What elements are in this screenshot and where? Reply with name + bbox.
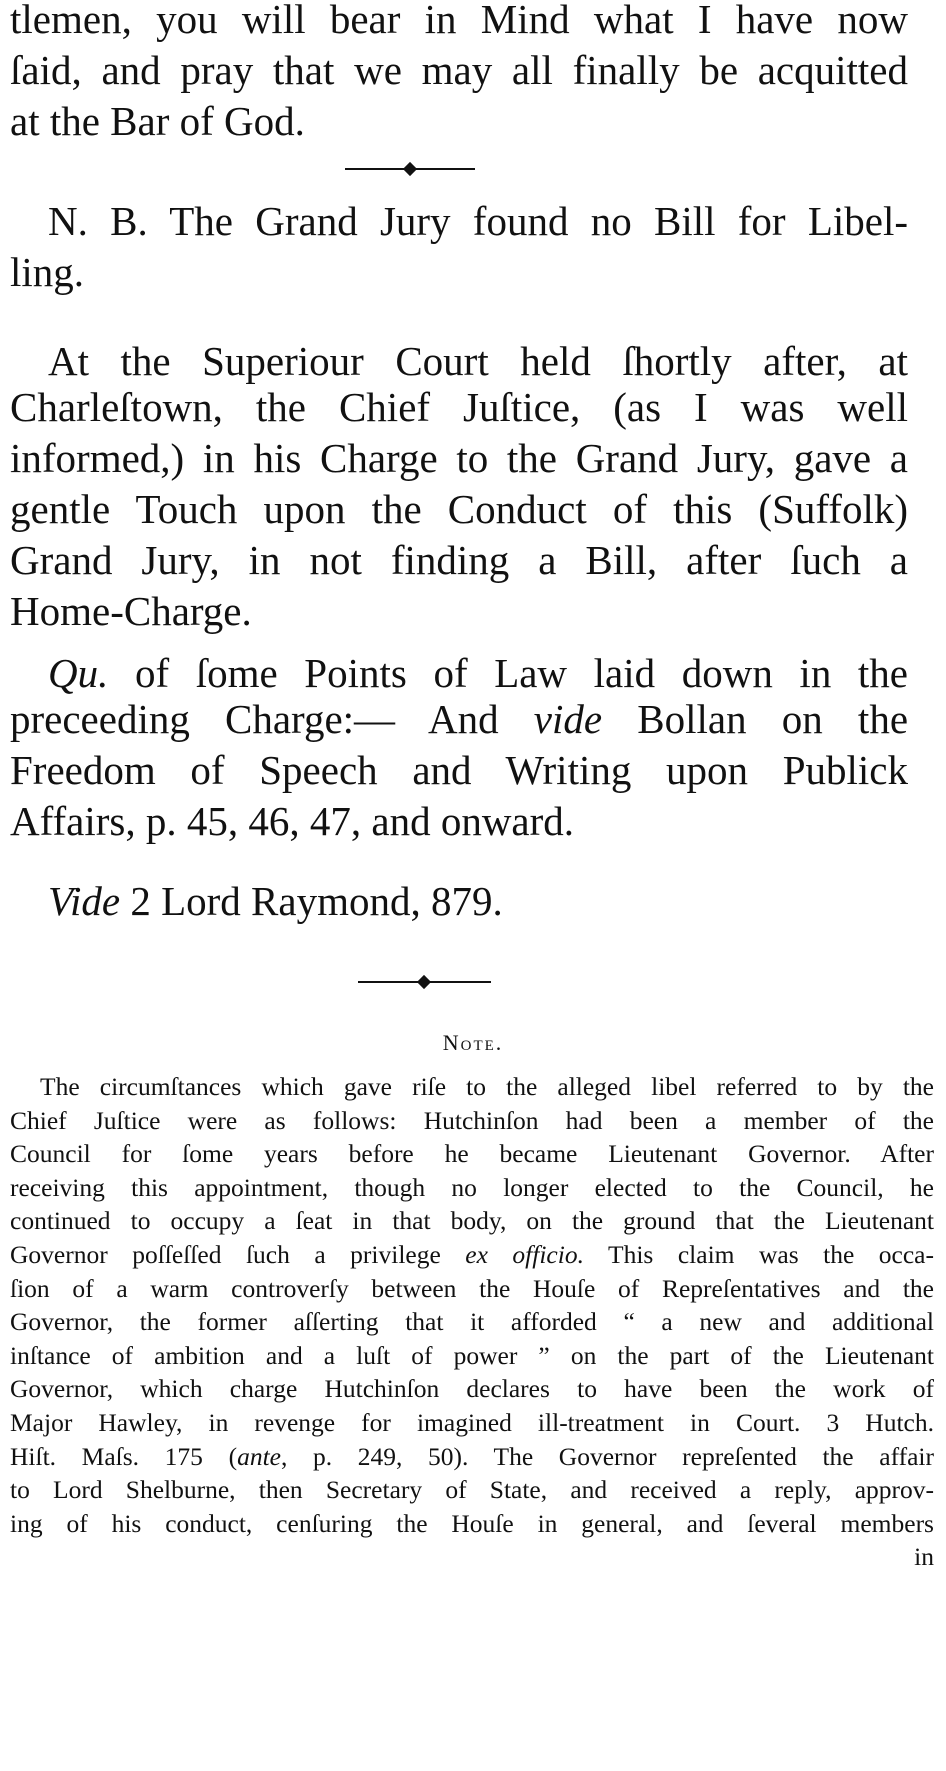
vide-word: vide <box>533 696 603 742</box>
text-line: Charleſtown, the Chief Juſtice, (as I was well <box>10 384 908 430</box>
catchword: in <box>914 1542 934 1572</box>
text-line: gentle Touch upon the Conduct of this (Suffolk) <box>10 486 908 532</box>
text-span: 2 Lord Raymond, 879. <box>130 878 503 924</box>
text-line: ſaid, and pray that we may all finally be acquitted <box>10 47 908 93</box>
text-span: This claim was the occa- <box>608 1239 934 1269</box>
text-line: Affairs, p. 45, 46, 47, and onward. <box>10 798 575 844</box>
text-line: Grand Jury, in not finding a Bill, after ſuch a <box>10 537 908 583</box>
text-line <box>10 694 908 745</box>
text-line: ing of his conduct, cenſuring the Houſe in general, and ſeveral members <box>10 1508 934 1538</box>
text-line: continued to occupy a ſeat in that body, on the ground that the Lieutenant <box>10 1206 934 1236</box>
text-line: At the Superiour Court held ſhortly after, at <box>48 338 908 384</box>
court-paragraph-first <box>0 336 922 387</box>
text-line: ſion of a warm controverſy between the Houſe of Repreſentatives and the <box>10 1273 934 1303</box>
text-span: , p. 249, 50). The Governor repreſented the affair <box>280 1441 934 1471</box>
text-line: informed,) in his Charge to the Grand Jury, gave a <box>10 435 908 481</box>
text-line <box>10 1238 934 1272</box>
text-line: tlemen, you will bear in Mind what I have now <box>10 0 908 42</box>
text-line <box>10 1440 934 1474</box>
text-line <box>48 648 908 699</box>
qu-paragraph-first <box>0 648 922 699</box>
qu-paragraph <box>0 694 922 847</box>
text-line: Freedom of Speech and Writing upon Publick <box>10 747 908 793</box>
italic-phrase: ante <box>237 1441 281 1471</box>
vide-word: Vide <box>48 878 121 924</box>
text-line: inſtance of ambition and a luſt of power ” on the part of the Lieutenant <box>10 1340 934 1370</box>
text-line: Governor, the former aſſerting that it afforded “ a new and additional <box>10 1307 934 1337</box>
nb-paragraph-cont <box>0 247 922 298</box>
text-line: Chief Juſtice were as follows: Hutchinſon had been a member of the <box>10 1105 934 1135</box>
text-line: Home-Charge. <box>10 588 252 634</box>
nb-paragraph <box>0 196 922 247</box>
text-line: Governor, which charge Hutchinſon declares to have been the work of <box>10 1374 934 1404</box>
text-span: Hiſt. Maſs. 175 ( <box>10 1441 238 1471</box>
text-span: of ſome Points of Law laid down in the <box>134 650 909 696</box>
text-span: preceeding Charge:— And <box>10 696 499 742</box>
text-line: receiving this appointment, though no longer elected to the Council, he <box>10 1172 934 1202</box>
text-line: Council for ſome years before he became Lieutenant Governor. After <box>10 1139 934 1169</box>
vide-paragraph <box>0 876 922 927</box>
text-line: The circumſtances which gave riſe to the alleged libel referred to by the <box>40 1072 934 1101</box>
italic-phrase: ex officio. <box>465 1239 584 1269</box>
text-span: Bollan on the <box>637 696 909 742</box>
text-line: Major Hawley, in revenge for imagined ill-treatment in Court. 3 Hutch. <box>10 1407 934 1437</box>
text-line <box>48 876 908 927</box>
qu-label: Qu. <box>48 650 109 696</box>
text-line: to Lord Shelburne, then Secretary of State, and received a reply, approv- <box>10 1475 934 1505</box>
note-body <box>10 1070 934 1574</box>
text-span: Governor poſſeſſed ſuch a privilege <box>10 1239 441 1269</box>
note-heading: Note. <box>442 1030 504 1055</box>
top-paragraph <box>0 0 922 147</box>
text-line: N. B. The Grand Jury found no Bill for Libel- <box>48 198 908 244</box>
text-line: at the Bar of God. <box>10 98 305 144</box>
text-line: ling. <box>10 249 85 295</box>
court-paragraph <box>0 382 922 637</box>
